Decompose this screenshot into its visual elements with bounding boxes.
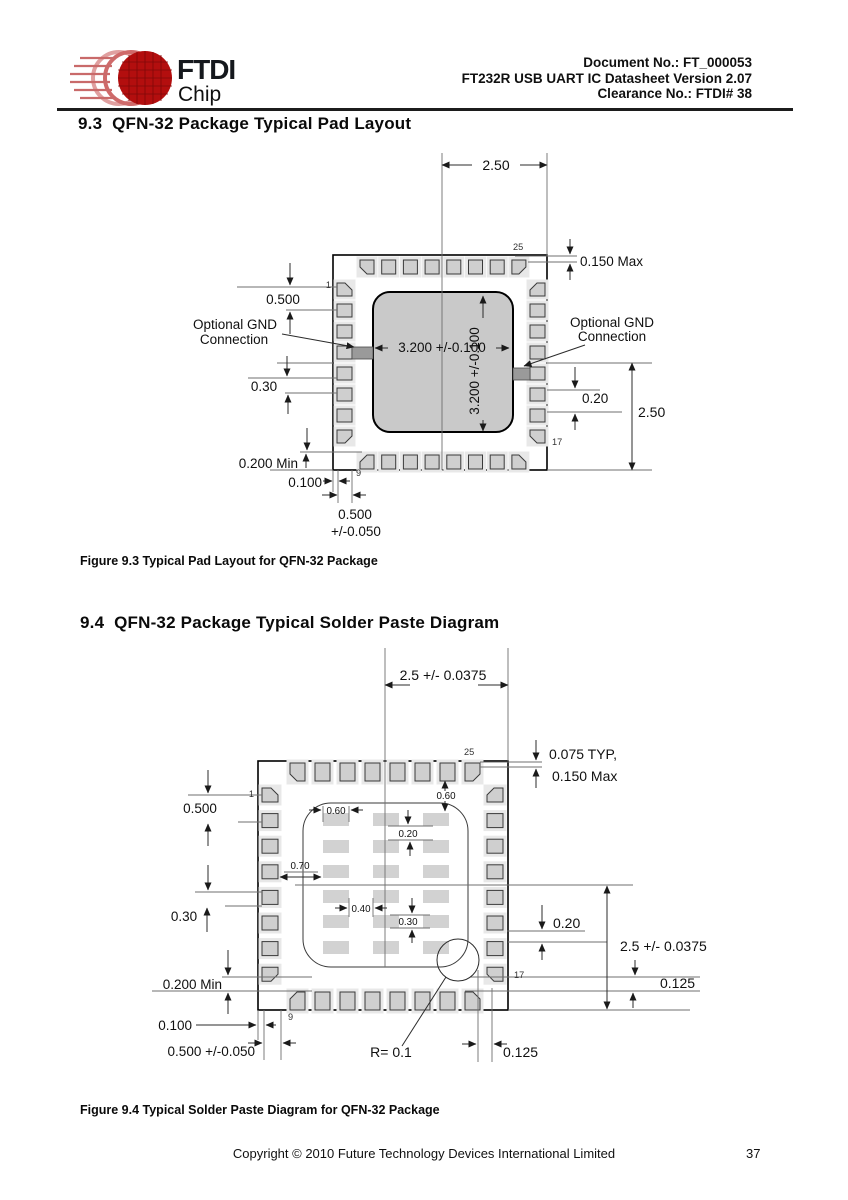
dim-radius: R= 0.1 bbox=[370, 1044, 412, 1060]
dim-2-50-top: 2.50 bbox=[482, 157, 510, 173]
figure-9-4-solder-paste-drawing bbox=[140, 645, 780, 1075]
dim-0-60-top: 0.60 bbox=[436, 791, 456, 802]
pin-9-label: 9 bbox=[356, 468, 362, 478]
dim-0-40: 0.40 bbox=[351, 904, 371, 915]
dim-0-30-left: 0.30 bbox=[250, 379, 278, 394]
dim-0-20-right: 0.20 bbox=[553, 915, 581, 931]
gnd-note-right-line2: Connection bbox=[577, 329, 647, 344]
document-title: FT232R USB UART IC Datasheet Version 2.07 bbox=[461, 70, 752, 86]
qfn-package-outline bbox=[258, 761, 508, 1010]
pin-17-label: 17 bbox=[514, 970, 525, 980]
dim-0-100: 0.100 bbox=[288, 475, 322, 490]
document-info bbox=[462, 55, 752, 102]
document-number: Document No.: FT_000053 bbox=[583, 55, 752, 70]
dim-0-20-right: 0.20 bbox=[582, 391, 609, 406]
dim-3-200-horizontal: 3.200 +/-0.100 bbox=[398, 340, 486, 355]
dim-2-5-right: 2.5 +/- 0.0375 bbox=[620, 938, 707, 954]
pin-25-label: 25 bbox=[513, 242, 524, 252]
section-9-4-heading: 9.4 QFN-32 Package Typical Solder Paste Diagram bbox=[80, 613, 500, 632]
gnd-tab-left bbox=[352, 347, 373, 359]
gnd-tab-right bbox=[513, 368, 530, 380]
dim-0-200-min: 0.200 Min bbox=[238, 456, 298, 471]
dim-0-100: 0.100 bbox=[158, 1018, 192, 1033]
logo-sub-text: Chip bbox=[178, 83, 222, 106]
pin-17-label: 17 bbox=[552, 437, 563, 447]
dim-0-500-tol-line2: +/-0.050 bbox=[331, 524, 381, 539]
header-rule bbox=[57, 108, 793, 111]
figure-9-4-caption: Figure 9.4 Typical Solder Paste Diagram for QFN-32 Package bbox=[80, 1103, 440, 1117]
dim-0-30-inner: 0.30 bbox=[398, 917, 418, 928]
ftdi-logo bbox=[60, 38, 260, 110]
pin-9-label: 9 bbox=[288, 1012, 294, 1022]
dim-0-30-left: 0.30 bbox=[170, 909, 198, 924]
section-9-3-heading: 9.3 QFN-32 Package Typical Pad Layout bbox=[78, 114, 412, 133]
dim-0-500-left: 0.500 bbox=[183, 801, 217, 816]
gnd-note-right-line1: Optional GND bbox=[569, 315, 655, 330]
logo-brand-text: FTDI bbox=[177, 54, 236, 85]
dim-0-125-bottom: 0.125 bbox=[503, 1044, 539, 1060]
pin-1-label: 1 bbox=[248, 789, 254, 799]
dim-0-500-left: 0.500 bbox=[266, 292, 300, 307]
dim-0-500-tol: 0.500 +/-0.050 bbox=[167, 1044, 255, 1059]
figure-9-3-caption: Figure 9.3 Typical Pad Layout for QFN-32 Package bbox=[80, 554, 378, 568]
dim-2-5-top: 2.5 +/- 0.0375 bbox=[399, 667, 487, 683]
center-ground-pad bbox=[373, 292, 513, 432]
gnd-note-left-line1: Optional GND bbox=[192, 317, 278, 332]
dim-2-50-right: 2.50 bbox=[638, 404, 666, 420]
pin-1-label: 1 bbox=[325, 280, 331, 290]
footer-copyright: Copyright © 2010 Future Technology Devices International Limited bbox=[232, 1146, 616, 1161]
clearance-number: Clearance No.: FTDI# 38 bbox=[597, 86, 752, 101]
dim-0-20-inner: 0.20 bbox=[398, 829, 418, 840]
figure-9-3-pad-layout-drawing bbox=[150, 140, 710, 550]
dim-0-60-left: 0.60 bbox=[326, 806, 346, 817]
page-number: 37 bbox=[746, 1146, 761, 1161]
pin-25-label: 25 bbox=[464, 747, 475, 757]
dim-0-075-typ: 0.075 TYP, bbox=[549, 746, 617, 762]
logo-globe bbox=[118, 51, 172, 105]
dim-0-150-max: 0.150 Max bbox=[552, 768, 618, 784]
dim-0-200-min: 0.200 Min bbox=[162, 977, 222, 992]
dim-0-150-max: 0.150 Max bbox=[580, 254, 644, 269]
dim-3-200-vertical: 3.200 +/-0.100 bbox=[467, 327, 482, 415]
dim-0-500-tol-line1: 0.500 bbox=[338, 507, 372, 522]
dim-0-125-right: 0.125 bbox=[660, 975, 696, 991]
dim-0-70: 0.70 bbox=[290, 861, 310, 872]
gnd-note-left-line2: Connection bbox=[199, 332, 269, 347]
